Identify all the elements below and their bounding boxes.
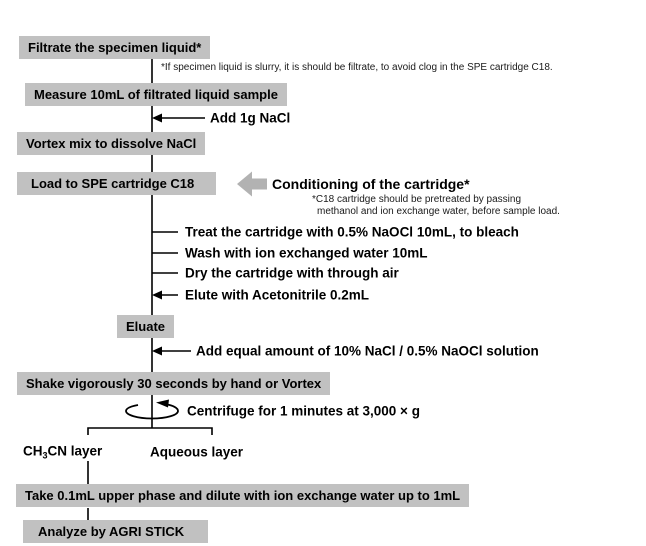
step-box-measure: Measure 10mL of filtrated liquid sample [25,83,287,106]
ch3cn-suffix: CN layer [47,443,103,459]
label-ch3cn-layer [23,444,102,461]
step-box-take: Take 0.1mL upper phase and dilute with ion exchange water up to 1mL [16,484,469,507]
label-centrifuge: Centrifuge for 1 minutes at 3,000 × g [187,403,420,419]
label-dry: Dry the cartridge with through air [185,265,399,281]
step-box-vortex: Vortex mix to dissolve NaCl [17,132,205,155]
conditioning-block-arrow-icon [237,172,267,197]
filtrate-footnote: *If specimen liquid is slurry, it is should be filtrate, to avoid clog in the SPE cartridge C18. [161,62,553,73]
arrow-elute-head [152,291,162,300]
step-box-eluate: Eluate [117,315,174,338]
label-treat: Treat the cartridge with 0.5% NaOCl 10mL, to bleach [185,224,519,240]
label-conditioning-title: Conditioning of the cartridge* [272,176,470,192]
label-aqueous-layer: Aqueous layer [150,444,244,460]
label-elute: Elute with Acetonitrile 0.2mL [185,287,370,303]
step-box-filtrate: Filtrate the specimen liquid* [19,36,210,59]
ch3cn-prefix: CH [23,443,43,459]
label-add-nacl: Add 1g NaCl [210,110,291,126]
step-box-load: Load to SPE cartridge C18 [17,172,216,195]
label-wash: Wash with ion exchanged water 10mL [185,245,428,261]
centrifuge-rotation-arrowhead [156,400,169,408]
conditioning-footnote-line1: *C18 cartridge should be pretreated by passing [312,194,522,205]
step-box-analyze: Analyze by AGRI STICK [23,520,208,543]
layer-split-line [88,428,212,435]
step-box-shake: Shake vigorously 30 seconds by hand or Vortex [17,372,330,395]
arrow-add-nacl-head [152,114,162,123]
label-add-solution: Add equal amount of 10% NaCl / 0.5% NaOCl solution [196,343,539,359]
ch3cn-subscript: 3 [42,450,48,461]
conditioning-footnote-line2: methanol and ion exchange water, before sample load. [317,206,560,217]
arrow-add-solution-head [152,347,162,356]
